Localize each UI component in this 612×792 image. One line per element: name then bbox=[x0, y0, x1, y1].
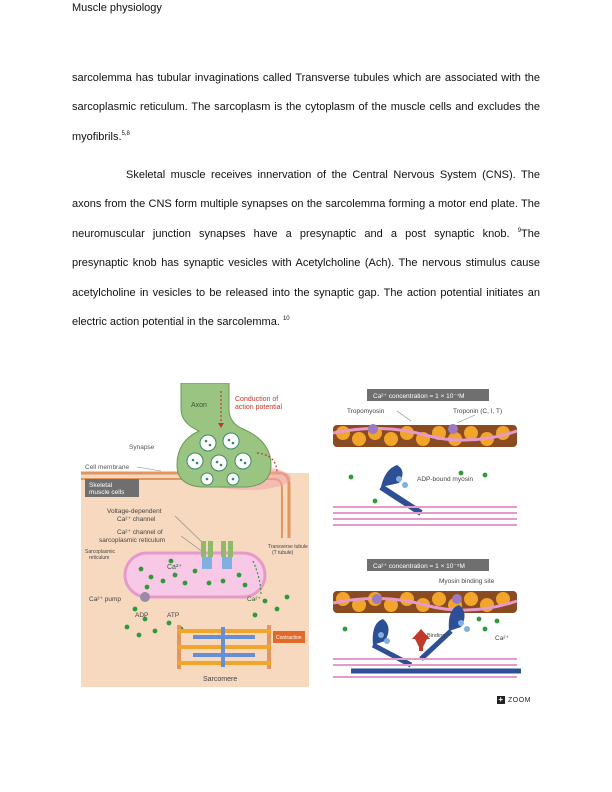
sr-calcium-channel bbox=[202, 557, 212, 569]
sarcomere-label: Sarcomere bbox=[203, 676, 238, 683]
binding-label: Binding bbox=[427, 633, 446, 639]
actin-filament-bottom bbox=[333, 591, 517, 613]
paragraph-1 bbox=[72, 64, 540, 152]
citation-10: 10 bbox=[282, 316, 290, 323]
t-tubule-label-1: Transverse tubule bbox=[268, 544, 308, 550]
contraction-label: Contraction bbox=[276, 635, 302, 641]
sr-label-2: reticulum bbox=[89, 555, 110, 561]
sr-channel-label-2: sarcoplasmic reticulum bbox=[99, 537, 166, 544]
ca-pump-label: Ca²⁺ pump bbox=[89, 596, 121, 603]
zoom-label: ZOOM bbox=[508, 696, 531, 704]
skeletal-label-2: muscle cells bbox=[89, 489, 125, 496]
actin-filament-top bbox=[333, 424, 517, 447]
paragraph-2-text-b: The presynaptic knob has synaptic vesicles with Acetylcholine (Ach). The nervous stimulus cause acetylcholine in vesicles to be released into the synaptic gap. The action potential initiates an electric action potential in the sarcolemma. bbox=[72, 227, 540, 329]
citation-5-8: 5,8 bbox=[121, 130, 130, 137]
high-concentration-label: Ca²⁺ concentration = 1 × 10⁻⁵M bbox=[373, 563, 465, 570]
high-calcium-panel bbox=[333, 559, 521, 677]
axon-label: Axon bbox=[191, 402, 207, 409]
t-tubule-label-2: (T tubule) bbox=[272, 550, 294, 556]
myosin-binding-site-label: Myosin binding site bbox=[439, 578, 495, 585]
tropomyosin-label: Tropomyosin bbox=[347, 408, 385, 415]
cell-membrane-label: Cell membrane bbox=[85, 464, 130, 471]
voltage-channel-label-1: Voltage-dependent bbox=[107, 508, 162, 515]
calcium-pump bbox=[140, 592, 150, 602]
sarcomere bbox=[177, 625, 271, 669]
sr-channel-label-1: Ca²⁺ channel of bbox=[117, 529, 163, 536]
sarcoplasmic-reticulum bbox=[125, 553, 265, 597]
low-concentration-label: Ca²⁺ concentration = 1 × 10⁻⁷M bbox=[373, 393, 465, 400]
muscle-contraction-figure bbox=[81, 383, 521, 693]
paragraph-2-text-a: Skeletal muscle receives innervation of the Central Nervous System (CNS). The axons from the CNS form multiple synapses on the sarcolemma forming a motor end plate. The neuromuscular junction synapses have a presynaptic and a post synaptic knob. bbox=[72, 169, 540, 240]
skeletal-label-1: Skeletal bbox=[89, 482, 113, 489]
atp-label: ATP bbox=[167, 612, 180, 619]
thick-filament-bottom bbox=[333, 659, 517, 677]
sr-label-1: Sarcoplasmic bbox=[85, 549, 116, 555]
voltage-channel-label-2: Ca²⁺ channel bbox=[117, 516, 156, 523]
ca-right-label: Ca²⁺ bbox=[495, 635, 509, 642]
adp-label: ADP bbox=[135, 612, 149, 619]
citation-9: 9 bbox=[517, 227, 522, 234]
conduction-label-1: Conduction of bbox=[235, 396, 279, 403]
paragraph-2 bbox=[72, 161, 540, 337]
zoom-button[interactable] bbox=[497, 696, 531, 704]
ca-inside-label: Ca²⁺ bbox=[167, 564, 182, 571]
plus-icon: + bbox=[498, 695, 504, 704]
adp-myosin-label: ADP-bound myosin bbox=[417, 476, 473, 483]
page-header: Muscle physiology bbox=[72, 2, 162, 14]
thick-filament-top bbox=[333, 507, 517, 525]
low-calcium-panel bbox=[333, 389, 517, 525]
paragraph-1-text: sarcolemma has tubular invaginations called Transverse tubules which are associated with the sarcoplasmic reticulum. The sarcoplasm is the cytoplasm of the muscle cells and excludes the myofibrils. bbox=[72, 72, 540, 143]
voltage-dependent-channel bbox=[201, 541, 206, 557]
excitation-contraction-diagram bbox=[81, 383, 309, 687]
conduction-label-2: action potential bbox=[235, 404, 283, 411]
synapse-label: Synapse bbox=[129, 444, 155, 451]
troponin-label: Troponin (C, I, T) bbox=[453, 408, 503, 415]
ca-outside-label: Ca²⁺ bbox=[247, 596, 261, 603]
myosin-head-top bbox=[381, 465, 421, 513]
